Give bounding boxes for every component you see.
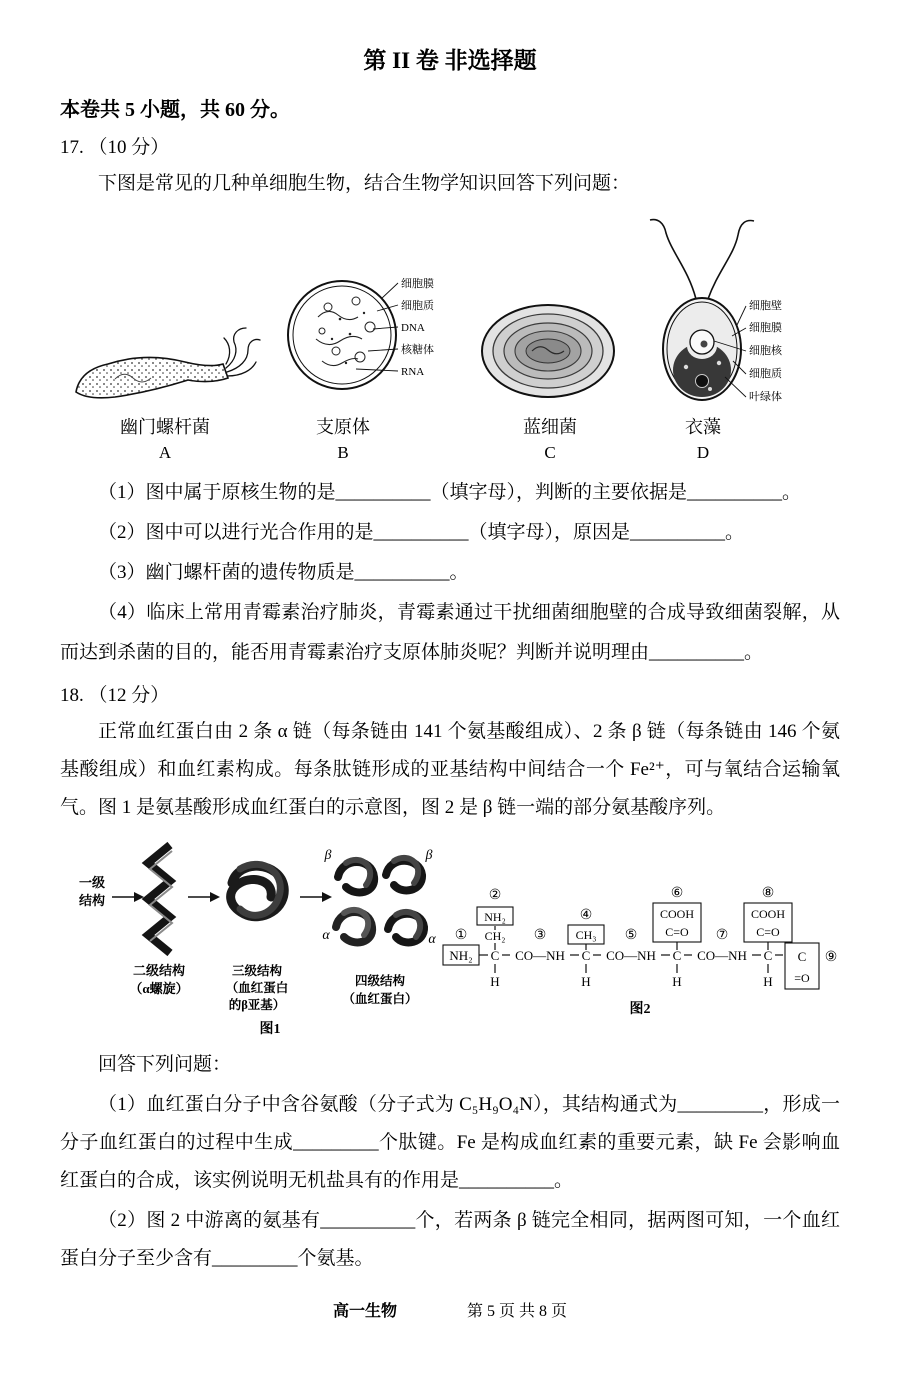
- caption-d: [640, 413, 766, 463]
- num-7: ⑦: [715, 928, 729, 944]
- h-3: H: [672, 974, 682, 990]
- num-5: ⑤: [624, 928, 638, 944]
- q18-item-2: （2）图 2 中游离的氨基有__________个，若两条 β 链完全相同，据两图可知，一个血红蛋白分子至少含有_________个氨基。: [60, 1210, 840, 1270]
- figure-2-caption: 图2: [629, 1002, 651, 1018]
- peptide-bond-3: CO—NH: [697, 948, 747, 964]
- q18-prompt: 回答下列问题：: [98, 1054, 232, 1076]
- side-ch2: CH₂: [484, 929, 506, 944]
- starch-grain: [684, 365, 688, 369]
- label-cell-membrane: 细胞膜: [401, 278, 434, 290]
- side-nh2: NH₂: [484, 910, 506, 925]
- terminal-eqo: =O: [794, 971, 810, 986]
- question-17: [60, 132, 840, 672]
- mycoplasma-drawing: [280, 239, 460, 409]
- protein-structure-drawing: [60, 835, 440, 1040]
- helicobacter-drawing: [60, 249, 270, 409]
- footer-page-number: 第 5 页 共 8 页: [467, 1303, 568, 1320]
- side-cooh-1: COOH: [659, 907, 695, 922]
- question-18: [60, 680, 840, 1278]
- terminal-nh2: NH₂: [449, 948, 473, 964]
- q17-heading: 17. （10 分）: [60, 137, 170, 158]
- label-secondary-2: （α螺旋）: [129, 981, 189, 997]
- organism-c-cyanobacteria: [470, 239, 630, 463]
- organism-b-name: 支原体: [316, 417, 370, 437]
- organism-b-letter: B: [337, 443, 349, 462]
- pyrenoid: [696, 375, 709, 388]
- cell-membrane: [288, 281, 396, 389]
- footer-course: 高一生物: [332, 1303, 397, 1320]
- tertiary-blob: [231, 865, 285, 917]
- backbone-c3: C: [672, 948, 682, 964]
- num-2: ②: [488, 888, 502, 904]
- q17-item-2: （2）图中可以进行光合作用的是__________（填字母），原因是__________。: [98, 521, 745, 543]
- q17-item-4: （4）临床上常用青霉素治疗肺炎，青霉素通过干扰细菌细胞壁的合成导致细菌裂解，从而达到杀菌的目的，能否用青霉素治疗支原体肺炎呢？判断并说明理由__________。: [60, 601, 840, 663]
- flagella: [650, 220, 754, 299]
- alpha-helix-ribbon: [148, 845, 172, 953]
- q18-item-1: （1）血红蛋白分子中含谷氨酸（分子式为 C₅H₉O₄N），其结构通式为_________，形成一分子血红蛋白的过程中生成_________个肽键。Fe 是构成血红素的重要元素，缺 Fe 会影响血红蛋白的合成，该实例说明无机盐具有的作用是__________。: [60, 1094, 840, 1192]
- organism-a-helicobacter: [60, 249, 270, 463]
- label-cell-wall: 细胞壁: [749, 300, 782, 312]
- num-9: ⑨: [824, 950, 838, 966]
- starch-grain: [708, 387, 712, 391]
- backbone-c4: C: [763, 948, 773, 964]
- flagella: [224, 328, 260, 376]
- organism-b-mycoplasma: [280, 239, 460, 463]
- cyanobacteria-drawing: [470, 239, 630, 409]
- backbone-c1: C: [490, 948, 500, 964]
- num-6: ⑥: [670, 886, 684, 902]
- label-quaternary-2: （血红蛋白）: [342, 992, 418, 1007]
- num-4: ④: [579, 908, 593, 924]
- label-nucleus: 细胞核: [749, 345, 782, 357]
- caption-c: [470, 413, 630, 463]
- num-8: ⑧: [761, 886, 775, 902]
- label-chloroplast: 叶绿体: [749, 391, 782, 403]
- starch-grain: [717, 361, 721, 365]
- cell-body: [663, 298, 741, 400]
- label-alpha-left: α: [322, 928, 330, 944]
- label-quaternary-1: 四级结构: [354, 974, 406, 989]
- organism-c-letter: C: [544, 443, 556, 462]
- label-tertiary-1: 三级结构: [231, 964, 283, 979]
- organism-d-chlamydomonas: [640, 209, 840, 463]
- h-2: H: [581, 974, 591, 990]
- concentric-membranes: [482, 305, 614, 397]
- h-1: H: [490, 974, 500, 990]
- side-cooh-2: COOH: [750, 907, 786, 922]
- label-primary-1: 一级: [78, 875, 106, 891]
- label-alpha-right: α: [428, 932, 436, 948]
- q18-figures: [60, 835, 840, 1040]
- figure-1-caption: 图1: [259, 1022, 281, 1038]
- q17-item-3: （3）幽门螺杆菌的遗传物质是__________。: [98, 561, 469, 583]
- side-ceqo-1: C=O: [665, 925, 689, 940]
- peptide-bond-1: CO—NH: [515, 948, 565, 964]
- arrow-2: [188, 892, 220, 902]
- nucleolus: [701, 341, 708, 348]
- label-beta-left: β: [324, 848, 332, 864]
- quaternary-blob-cluster: [336, 858, 424, 943]
- side-ceqo-2: C=O: [756, 925, 780, 940]
- page-title: 第 II 卷 非选择题: [363, 48, 537, 73]
- caption-a: [60, 413, 270, 463]
- figure-2: [440, 851, 840, 1040]
- label-primary-2: 结构: [78, 893, 106, 909]
- h-4: H: [763, 974, 773, 990]
- label-cytoplasm: 细胞质: [401, 300, 434, 312]
- arrow-3: [300, 892, 332, 902]
- num-3: ③: [533, 928, 547, 944]
- chlamydomonas-drawing: [640, 209, 840, 409]
- side-ch3: CH₃: [575, 928, 597, 943]
- organism-d-letter: D: [696, 443, 710, 462]
- q17-figure: [60, 209, 840, 463]
- figure-1: [60, 835, 440, 1040]
- bacterium-body: [76, 357, 228, 397]
- q17-item-1: （1）图中属于原核生物的是__________（填字母），判断的主要依据是__________。: [98, 482, 802, 503]
- section-summary: 本卷共 5 小题，共 60 分。: [60, 99, 290, 121]
- q18-intro: 正常血红蛋白由 2 条 α 链（每条链由 141 个氨基酸组成）、2 条 β 链（每条链由 146 个氨基酸组成）和血红素构成。每条肽链形成的亚基结构中间结合一个 Fe²⁺，可与氧结合运输氧气。图 1 是氨基酸形成血红蛋白的示意图，图 2 是 β 链一端的部分氨基酸序列。: [60, 721, 840, 819]
- q17-intro: 下图是常见的几种单细胞生物，结合生物学知识回答下列问题：: [98, 173, 631, 194]
- label-rna: RNA: [401, 366, 425, 378]
- label-tertiary-3: 的β亚基）: [228, 998, 286, 1013]
- label-secondary-1: 二级结构: [132, 963, 186, 979]
- organism-a-name: 幽门螺杆菌: [120, 417, 210, 437]
- page-footer: [0, 1298, 900, 1321]
- label-tertiary-2: （血红蛋白: [225, 981, 289, 996]
- amino-acid-chain-drawing: [440, 851, 840, 1019]
- peptide-bond-2: CO—NH: [606, 948, 656, 964]
- organism-c-name: 蓝细菌: [523, 417, 577, 437]
- label-cell-membrane: 细胞膜: [749, 322, 782, 334]
- q18-heading: 18. （12 分）: [60, 685, 170, 707]
- terminal-c: C: [797, 949, 807, 965]
- num-1: ①: [454, 928, 468, 944]
- backbone-c2: C: [581, 948, 591, 964]
- organism-a-letter: A: [158, 443, 172, 462]
- label-dna: DNA: [401, 322, 425, 334]
- arrow-1: [112, 892, 144, 902]
- label-cytoplasm: 细胞质: [749, 368, 782, 380]
- label-beta-right: β: [425, 848, 433, 864]
- label-ribosome: 核糖体: [401, 344, 434, 356]
- organism-d-name: 衣藻: [685, 417, 721, 437]
- caption-b: [280, 413, 406, 463]
